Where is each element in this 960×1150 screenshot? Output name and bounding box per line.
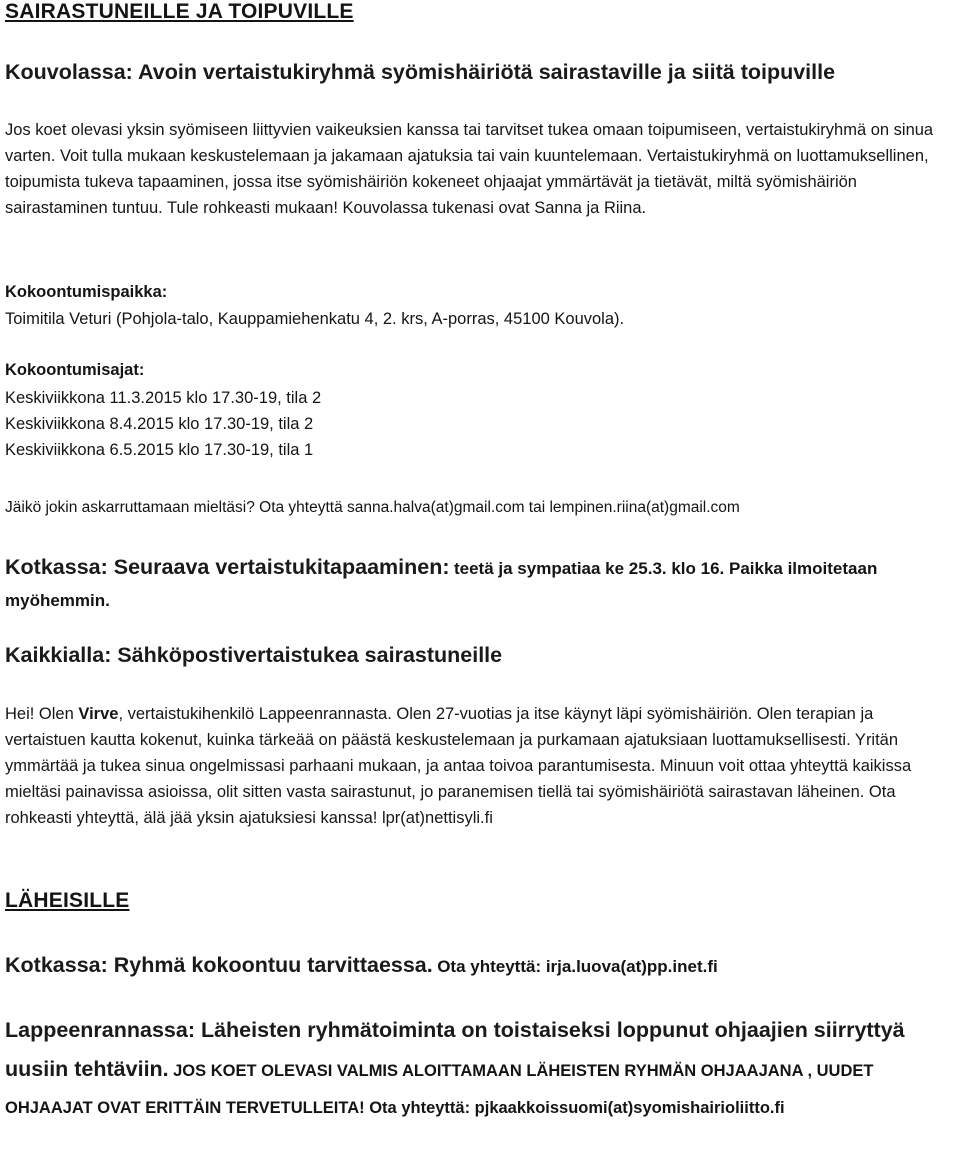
kouvola-heading: Kouvolassa: Avoin vertaistukiryhmä syömishäiriötä sairastaville ja siitä toipuville xyxy=(5,60,836,84)
time-item-2: Keskiviikkona 8.4.2015 klo 17.30-19, tila 2 xyxy=(5,415,314,433)
kotka-patients-heading: Kotkassa: Seuraava vertaistukitapaaminen: xyxy=(5,555,450,579)
kotka-relatives-block xyxy=(5,953,956,978)
kouvola-paragraph: Jos koet olevasi yksin syömiseen liittyvien vaikeuksien kanssa tai tarvitset tukea omaan toipumiseen, vertaistukiryhmä on sinua varten. Voit tulla mukaan keskustelemaan ja jakamaan ajatuksia tai vain kuuntelemaan. Vertaistukiryhmä on luottamuksellinen, toipumista tukeva tapaaminen, jossa itse syömishäiriön kokeneet ohjaajat ymmärtävät ja tietävät, miltä syömishäiriön sairastaminen tuntuu. Tule rohkeasti mukaan! Kouvolassa tukenasi ovat Sanna ja Riina. xyxy=(5,121,934,217)
everywhere-text: , vertaistukihenkilö Lappeenrannasta. Olen 27-vuotias ja itse käynyt läpi syömishäiriön. Olen terapian ja vertaistuen kautta kokenut, kuinka tärkeää on päästä keskustelemaan ja purkamaan ajatuksiaan luottamuksellisesti. Yritän ymmärtää ja tukea sinua ongelmissasi parhaani mukaan, ja antaa toivoa parantumisesta. Minuun voit ottaa yhteyttä kaikissa mieltäsi painavissa asioissa, olit sitten vasta sairastunut, jo paranemisen tiellä tai syömishäiriötä sairastavan läheinen. Ota rohkeasti yhteyttä, älä jää yksin ajatuksiesi kanssa! lpr(at)nettisyli.fi xyxy=(5,705,912,827)
section-title-patients: SAIRASTUNEILLE JA TOIPUVILLE xyxy=(5,0,354,23)
everywhere-paragraph xyxy=(5,701,956,831)
lappeenranta-block xyxy=(5,1012,956,1127)
lappeenranta-heading: Lappeenrannassa: Läheisten ryhmätoiminta on toistaiseksi loppunut ohjaajien siirryttyä uusiin tehtäviin. xyxy=(5,1018,905,1081)
place-text: Toimitila Veturi (Pohjola-talo, Kauppamiehenkatu 4, 2. krs, A-porras, 45100 Kouvola). xyxy=(5,310,625,328)
place-label: Kokoontumispaikka: xyxy=(5,283,168,301)
time-item-3: Keskiviikkona 6.5.2015 klo 17.30-19, tila 1 xyxy=(5,441,314,459)
everywhere-intro: Hei! Olen xyxy=(5,705,79,723)
kotka-relatives-contact: Ota yhteyttä: irja.luova(at)pp.inet.fi xyxy=(437,957,718,976)
kotka-relatives-heading: Kotkassa: Ryhmä kokoontuu tarvittaessa. xyxy=(5,953,433,977)
times-label: Kokoontumisajat: xyxy=(5,361,145,379)
time-item-1: Keskiviikkona 11.3.2015 klo 17.30-19, tila 2 xyxy=(5,389,322,407)
everywhere-heading: Kaikkialla: Sähköpostivertaistukea sairastuneille xyxy=(5,643,503,667)
lappeenranta-info: JOS KOET OLEVASI VALMIS ALOITTAMAAN LÄHEISTEN RYHMÄN OHJAAJANA , UUDET OHJAAJAT OVAT ERITTÄIN TERVETULLEITA! Ota yhteyttä: pjkaakkoissuomi(at)syomishairioliitto.fi xyxy=(5,1062,874,1117)
section-title-relatives: LÄHEISILLE xyxy=(5,889,130,912)
kotka-patients-info: teetä ja sympatiaa ke 25.3. klo 16. Paikka ilmoitetaan myöhemmin. xyxy=(5,559,878,610)
kouvola-contact: Jäikö jokin askarruttamaan mieltäsi? Ota yhteyttä sanna.halva(at)gmail.com tai lempinen.riina(at)gmail.com xyxy=(5,499,740,516)
kotka-patients-block xyxy=(5,552,956,617)
volunteer-name: Virve xyxy=(78,705,119,723)
